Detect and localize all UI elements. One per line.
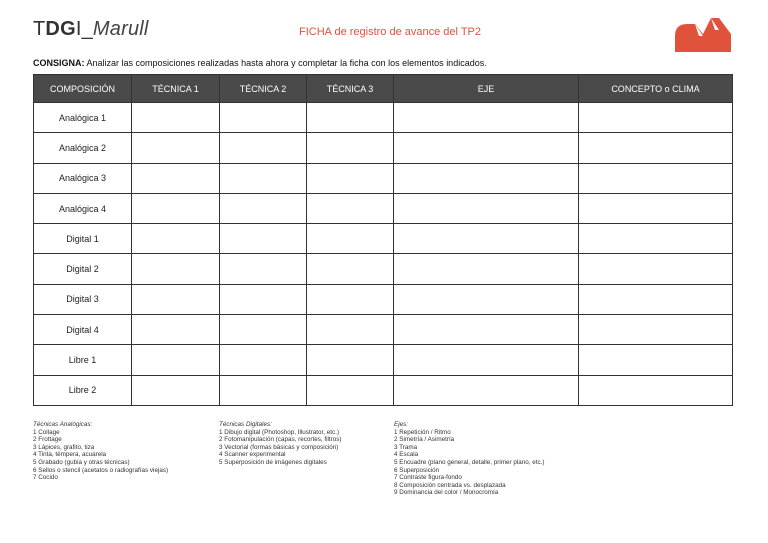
tecnica-3-cell[interactable] <box>307 133 394 163</box>
concepto-cell[interactable] <box>579 103 733 133</box>
tecnica-1-cell[interactable] <box>132 315 220 345</box>
legend-item: 5 Superposición de imágenes digitales <box>219 458 327 466</box>
column-header-tecnica-1: TÉCNICA 1 <box>132 75 220 103</box>
legend-title: Técnicas Digitales: <box>219 421 272 428</box>
legend-item: 2 Fotomanipulación (capas, recortes, filtros) <box>219 436 342 444</box>
tecnica-2-cell[interactable] <box>220 254 307 284</box>
row-label: Digital 2 <box>34 254 132 284</box>
progress-table <box>33 74 733 406</box>
row-label: Digital 3 <box>34 284 132 314</box>
tecnica-3-cell[interactable] <box>307 315 394 345</box>
column-header-tecnica-3: TÉCNICA 3 <box>307 75 394 103</box>
brand-part-marull: Marull <box>92 18 149 40</box>
eje-cell[interactable] <box>394 375 579 405</box>
tecnica-3-cell[interactable] <box>307 163 394 193</box>
table-row <box>34 284 733 314</box>
row-label: Analógica 1 <box>34 103 132 133</box>
tecnica-1-cell[interactable] <box>132 193 220 223</box>
tecnica-3-cell[interactable] <box>307 375 394 405</box>
legend-item: 4 Escala <box>394 451 419 459</box>
table-row <box>34 224 733 254</box>
table-row <box>34 254 733 284</box>
legend-item: 7 Cocido <box>33 474 58 482</box>
legend-item: 5 Encuadre (plano general, detalle, primer plano, etc.) <box>394 458 545 466</box>
table-row <box>34 345 733 375</box>
legend-item: 1 Dibujo digital (Photoshop, Illustrator, etc.) <box>219 428 340 436</box>
column-header-eje: EJE <box>394 75 579 103</box>
marull-logo-icon <box>673 14 733 54</box>
legend-digitales <box>219 421 394 467</box>
legend-item: 1 Repetición / Ritmo <box>394 428 451 436</box>
concepto-cell[interactable] <box>579 163 733 193</box>
legend-item: 6 Sellos o stencil (acetatos o radiografías viejas) <box>33 466 169 474</box>
tecnica-1-cell[interactable] <box>132 224 220 254</box>
tecnica-2-cell[interactable] <box>220 375 307 405</box>
concepto-cell[interactable] <box>579 315 733 345</box>
eje-cell[interactable] <box>394 315 579 345</box>
tecnica-1-cell[interactable] <box>132 133 220 163</box>
concepto-cell[interactable] <box>579 254 733 284</box>
concepto-cell[interactable] <box>579 193 733 223</box>
eje-cell[interactable] <box>394 345 579 375</box>
legend-item: 4 Tinta, témpera, acuarela <box>33 451 107 459</box>
instructions-text: Analizar las composiciones realizadas hasta ahora y completar la ficha con los elementos indicados. <box>84 58 487 68</box>
legend-item: 8 Composición centrada vs. desplazada <box>394 481 506 489</box>
tecnica-1-cell[interactable] <box>132 284 220 314</box>
instructions <box>33 58 487 68</box>
page-header <box>33 18 733 54</box>
tecnica-3-cell[interactable] <box>307 224 394 254</box>
legend-item: 3 Trama <box>394 443 418 451</box>
tecnica-3-cell[interactable] <box>307 254 394 284</box>
legend-analogicas <box>33 421 213 482</box>
eje-cell[interactable] <box>394 193 579 223</box>
column-header-concepto: CONCEPTO o CLIMA <box>579 75 733 103</box>
table-row <box>34 103 733 133</box>
eje-cell[interactable] <box>394 284 579 314</box>
legend-item: 1 Collage <box>33 428 60 436</box>
concepto-cell[interactable] <box>579 133 733 163</box>
table-header-row <box>34 75 733 103</box>
eje-cell[interactable] <box>394 103 579 133</box>
legend-item: 3 Vectorial (formas básicas y composición) <box>219 443 339 451</box>
eje-cell[interactable] <box>394 224 579 254</box>
legend-ejes <box>394 421 594 497</box>
tecnica-2-cell[interactable] <box>220 345 307 375</box>
legend-title: Técnicas Analógicas: <box>33 421 93 428</box>
row-label: Libre 2 <box>34 375 132 405</box>
tecnica-3-cell[interactable] <box>307 284 394 314</box>
eje-cell[interactable] <box>394 133 579 163</box>
legend-item: 2 Simetría / Asimetría <box>394 436 455 444</box>
row-label: Analógica 4 <box>34 193 132 223</box>
table-row <box>34 375 733 405</box>
brand-part-dg: DG <box>45 18 76 40</box>
table-row <box>34 315 733 345</box>
row-label: Digital 4 <box>34 315 132 345</box>
legend-item: 4 Scanner experimental <box>219 451 286 459</box>
legend-item: 2 Frottage <box>33 436 62 444</box>
brand-part-i: I_ <box>75 18 93 40</box>
tecnica-1-cell[interactable] <box>132 163 220 193</box>
instructions-label: CONSIGNA: <box>33 58 85 68</box>
tecnica-3-cell[interactable] <box>307 193 394 223</box>
row-label: Analógica 3 <box>34 163 132 193</box>
table-row <box>34 163 733 193</box>
table-row <box>34 133 733 163</box>
concepto-cell[interactable] <box>579 284 733 314</box>
tecnica-2-cell[interactable] <box>220 103 307 133</box>
row-label: Analógica 2 <box>34 133 132 163</box>
tecnica-2-cell[interactable] <box>220 133 307 163</box>
column-header-tecnica-2: TÉCNICA 2 <box>220 75 307 103</box>
tecnica-1-cell[interactable] <box>132 254 220 284</box>
tecnica-2-cell[interactable] <box>220 193 307 223</box>
tecnica-2-cell[interactable] <box>220 284 307 314</box>
concepto-cell[interactable] <box>579 375 733 405</box>
tecnica-1-cell[interactable] <box>132 375 220 405</box>
legend-item: 9 Dominancia del color / Monocromía <box>394 489 499 497</box>
tecnica-1-cell[interactable] <box>132 345 220 375</box>
tecnica-3-cell[interactable] <box>307 345 394 375</box>
legend-title: Ejes: <box>394 421 408 428</box>
brand-part-t: T <box>33 18 46 40</box>
row-label: Libre 1 <box>34 345 132 375</box>
column-header-composicion: COMPOSICIÓN <box>34 75 132 103</box>
tecnica-3-cell[interactable] <box>307 103 394 133</box>
tecnica-2-cell[interactable] <box>220 163 307 193</box>
concepto-cell[interactable] <box>579 345 733 375</box>
concepto-cell[interactable] <box>579 224 733 254</box>
legend-item: 3 Lápices, grafito, tiza <box>33 443 95 451</box>
eje-cell[interactable] <box>394 254 579 284</box>
legend-item: 5 Grabado (gubia y otras técnicas) <box>33 458 130 466</box>
legend-item: 6 Superposición <box>394 466 440 474</box>
eje-cell[interactable] <box>394 163 579 193</box>
brand-wordmark <box>33 18 149 41</box>
tecnica-2-cell[interactable] <box>220 315 307 345</box>
row-label: Digital 1 <box>34 224 132 254</box>
table-row <box>34 193 733 223</box>
legend-item: 7 Contraste figura-fondo <box>394 474 462 482</box>
tecnica-1-cell[interactable] <box>132 103 220 133</box>
document-title: FICHA de registro de avance del TP2 <box>299 26 482 38</box>
tecnica-2-cell[interactable] <box>220 224 307 254</box>
